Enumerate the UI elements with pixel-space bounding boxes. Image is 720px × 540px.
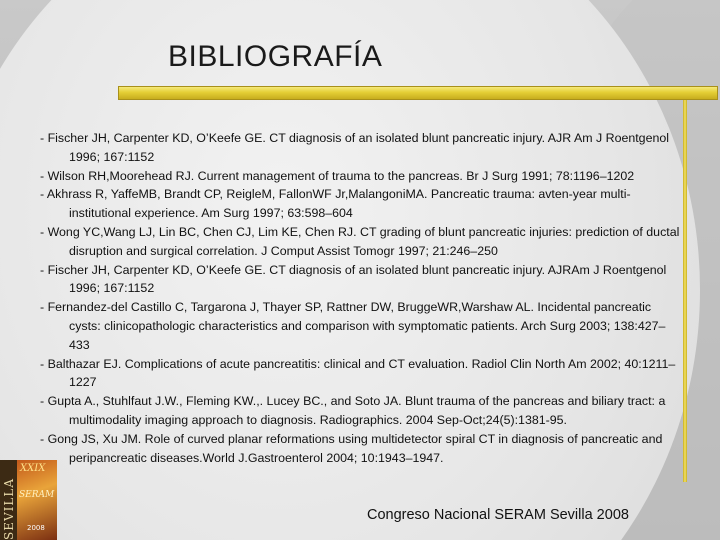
seram-logo: [0, 460, 57, 540]
slide-title: BIBLIOGRAFÍA: [168, 40, 383, 73]
reference-item: - Gong JS, Xu JM. Role of curved planar reformations using multidetector spiral CT in diagnosis of pancreatic and peripancreatic diseases.World J.Gastroenterol 2004; 10:1943–1947.: [40, 431, 663, 465]
logo-city-text: SEVILLA: [2, 478, 16, 540]
title-underline-bar: [118, 86, 718, 100]
reference-item: - Fischer JH, Carpenter KD, O’Keefe GE. CT diagnosis of an isolated blunt pancreatic injury. AJRAm J Roentgenol 1996; 167:1152: [40, 262, 667, 296]
reference-item: - Fernandez-del Castillo C, Targarona J, Thayer SP, Rattner DW, BruggeWR,Warshaw AL. Incidental pancreatic cysts: clinicopathologic characteristics and comparison with symptomatic patients. Arch Surg 2003; 138:427–433: [40, 300, 666, 352]
logo-year-text: 2008: [27, 524, 45, 532]
logo-name-text: SERAM: [19, 490, 55, 500]
reference-item: - Wong YC,Wang LJ, Lin BC, Chen CJ, Lim KE, Chen RJ. CT grading of blunt pancreatic injuries: prediction of ductal disruption and surgical correlation. J Comput Assist Tomogr 1997; 21:246–250: [40, 224, 680, 258]
reference-list: [40, 129, 680, 467]
reference-item: - Akhrass R, YaffeMB, Brandt CP, ReigleM, FallonWF Jr,MalangoniMA. Pancreatic trauma: avten-year multi-institutional experience. Am Surg 1997; 63:598–604: [40, 187, 631, 221]
reference-item: - Wilson RH,Moorehead RJ. Current management of trauma to the pancreas. Br J Surg 1991; 78:1196–1202: [40, 168, 635, 183]
vertical-accent-line: [683, 100, 687, 482]
slide-footer: Congreso Nacional SERAM Sevilla 2008: [367, 507, 629, 523]
logo-edition-text: XXIX: [20, 463, 46, 474]
reference-item: - Gupta A., Stuhlfaut J.W., Fleming KW.,. Lucey BC., and Soto JA. Blunt trauma of the pancreas and biliary tract: a multimodality imaging approach to diagnosis. Radiographics. 2004 Sep-Oct;24(5):1381-95.: [40, 394, 666, 427]
reference-item: - Balthazar EJ. Complications of acute pancreatitis: clinical and CT evaluation. Radiol Clin North Am 2002; 40:1211–1227: [40, 356, 676, 390]
reference-item: - Fischer JH, Carpenter KD, O’Keefe GE. CT diagnosis of an isolated blunt pancreatic injury. AJR Am J Roentgenol 1996; 167:1152: [40, 131, 670, 164]
